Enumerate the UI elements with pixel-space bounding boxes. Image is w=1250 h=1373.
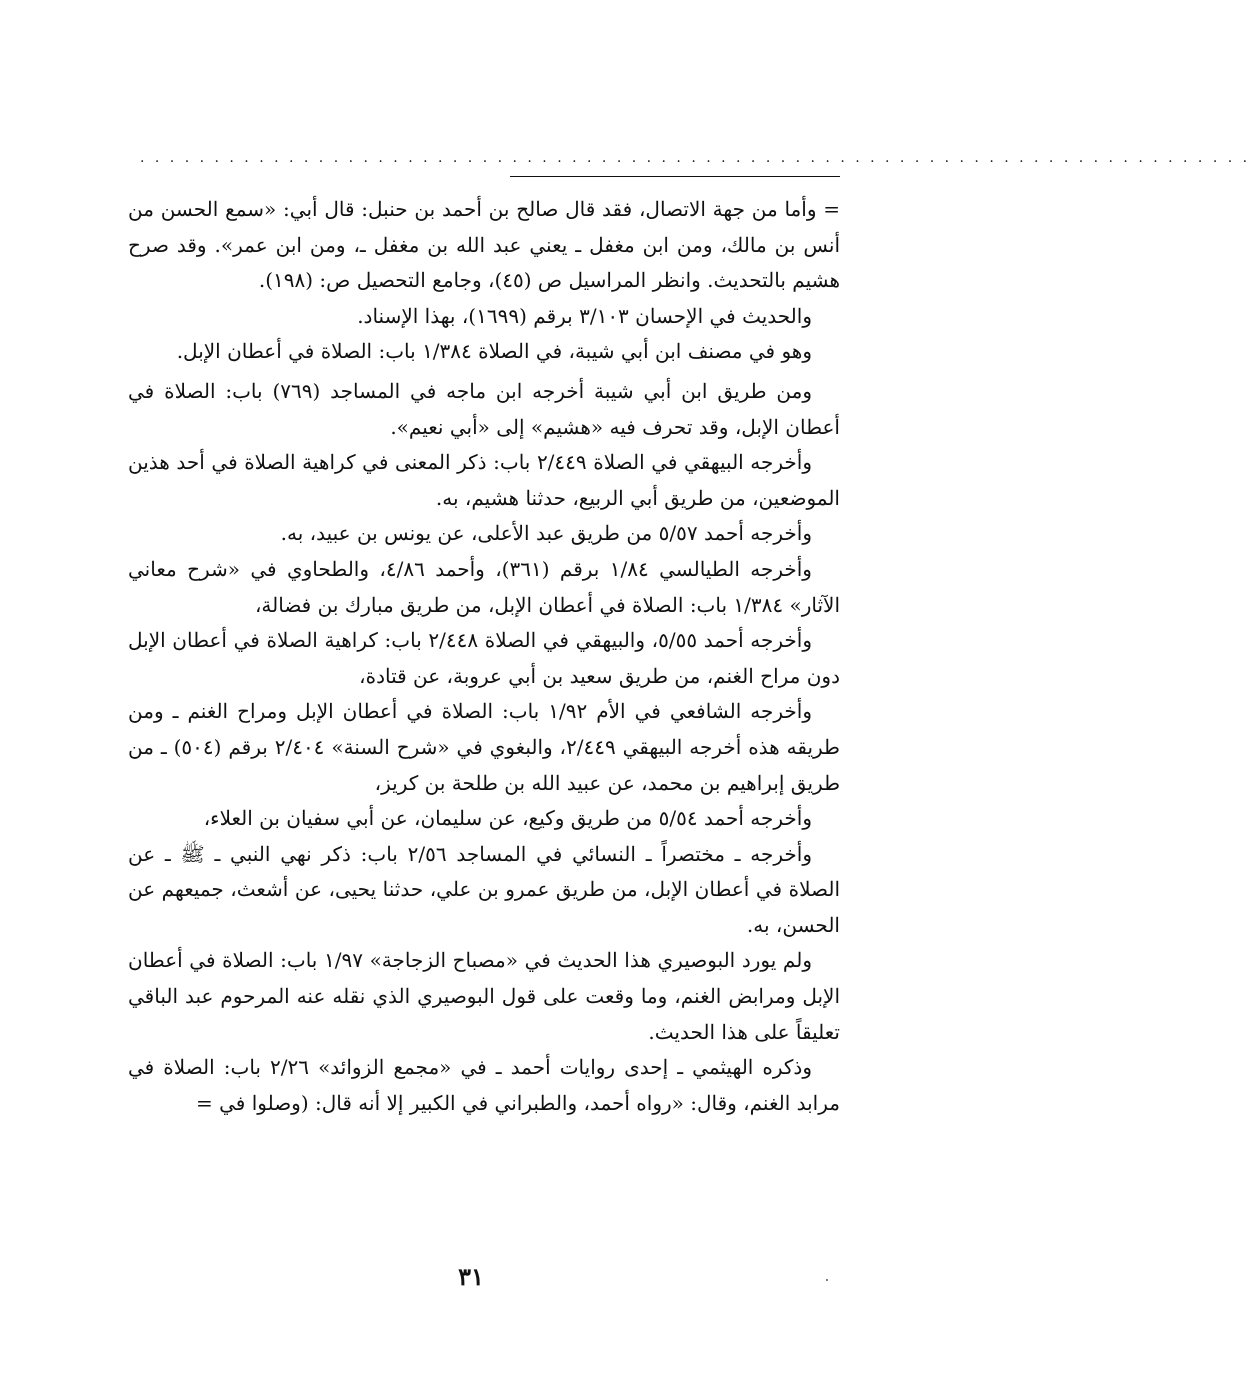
paragraph-ahmad-bayhaqi: وأخرجه أحمد ٥/٥٥، والبيهقي في الصلاة ٢/٤٤٨ باب: كراهية الصلاة في أعطان الإبل دون مراح الغنم، من طريق سعيد بن أبي عروبة، عن قتادة، [128, 628, 840, 688]
scan-speck [826, 1279, 828, 1281]
paragraph-ibn-majah: ومن طريق ابن أبي شيبة أخرجه ابن ماجه في المساجد (٧٦٩) باب: الصلاة في أعطان الإبل، وقد تحرف فيه «هشيم» إلى «أبي نعيم». [128, 378, 840, 439]
paragraph-ibn-abi-shaybah: وهو في مصنف ابن أبي شيبة، في الصلاة ١/٣٨٤ باب: الصلاة في أعطان الإبل. [176, 339, 812, 364]
footnote-separator-rule [510, 176, 840, 177]
paragraph-bayhaqi: وأخرجه البيهقي في الصلاة ٢/٤٤٩ باب: ذكر المعنى في كراهية الصلاة في أحد هذين الموضعين، من طريق أبي الربيع، حدثنا هشيم، به. [128, 450, 840, 510]
paragraph-ahmad-yunus: وأخرجه أحمد ٥/٥٧ من طريق عبد الأعلى، عن يونس بن عبيد، به. [280, 521, 812, 546]
page-number: ٣١ [458, 1262, 484, 1291]
paragraph-tayalisi: وأخرجه الطيالسي ١/٨٤ برقم (٣٦١)، وأحمد ٤/٨٦، والطحاوي في «شرح معاني الآثار» ١/٣٨٤ باب: الصلاة في أعطان الإبل، من طريق مبارك بن فضالة، [128, 556, 840, 617]
paragraph-busiri: ولم يورد البوصيري هذا الحديث في «مصباح الزجاجة» ١/٩٧ باب: الصلاة في أعطان الإبل ومرابض الغنم، وما وقعت على قول البوصيري الذي نقله عنه المرحوم عبد الباقي تعليقاً على هذا الحديث. [128, 948, 840, 1044]
paragraph-nasai: وأخرجه ـ مختصراً ـ النسائي في المساجد ٢/٥٦ باب: ذكر نهي النبي ـ ﷺ ـ عن الصلاة في أعطان الإبل، من طريق عمرو بن علي، حدثنا يحيى، عن أشعث، جميعهم عن الحسن، به. [128, 841, 840, 937]
footnote-body [128, 192, 840, 1121]
paragraph-continuation: = وأما من جهة الاتصال، فقد قال صالح بن أحمد بن حنبل: قال أبي: «سمع الحسن من أنس بن مالك، ومن ابن مغفل ـ يعني عبد الله بن مغفل ـ، ومن ابن عمر». وقد صرح هشيم بالتحديث. وانظر المراسيل ص (٤٥)، وجامع التحصيل ص: (١٩٨). [128, 197, 840, 293]
paragraph-ihsan: والحديث في الإحسان ٣/١٠٣ برقم (١٦٩٩)، بهذا الإسناد. [357, 303, 812, 328]
paragraph-shafii: وأخرجه الشافعي في الأم ١/٩٢ باب: الصلاة في أعطان الإبل ومراح الغنم ـ ومن طريقه هذه أخرجه البيهقي ٢/٤٤٩، والبغوي في «شرح السنة» ٢/٤٠٤ برقم (٥٠٤) ـ من طريق إبراهيم بن محمد، عن عبيد الله بن طلحة بن كريز، [128, 699, 840, 795]
footnote-separator-dots: . . . . . . . . . . . . . . . . . . . . . . . . . . . . . . . . . . . . . . . . . . . . . . . . . . . . . . . . . . . . . . . . . . . . . . . . . . . [140, 150, 1250, 166]
paragraph-ahmad-waki: وأخرجه أحمد ٥/٥٤ من طريق وكيع، عن سليمان، عن أبي سفيان بن العلاء، [203, 806, 812, 831]
paragraph-haythami: وذكره الهيثمي ـ إحدى روايات أحمد ـ في «مجمع الزوائد» ٢/٢٦ باب: الصلاة في مرابد الغنم، وقال: «رواه أحمد، والطبراني في الكبير إلا أنه قال: (وصلوا في = [128, 1055, 840, 1115]
